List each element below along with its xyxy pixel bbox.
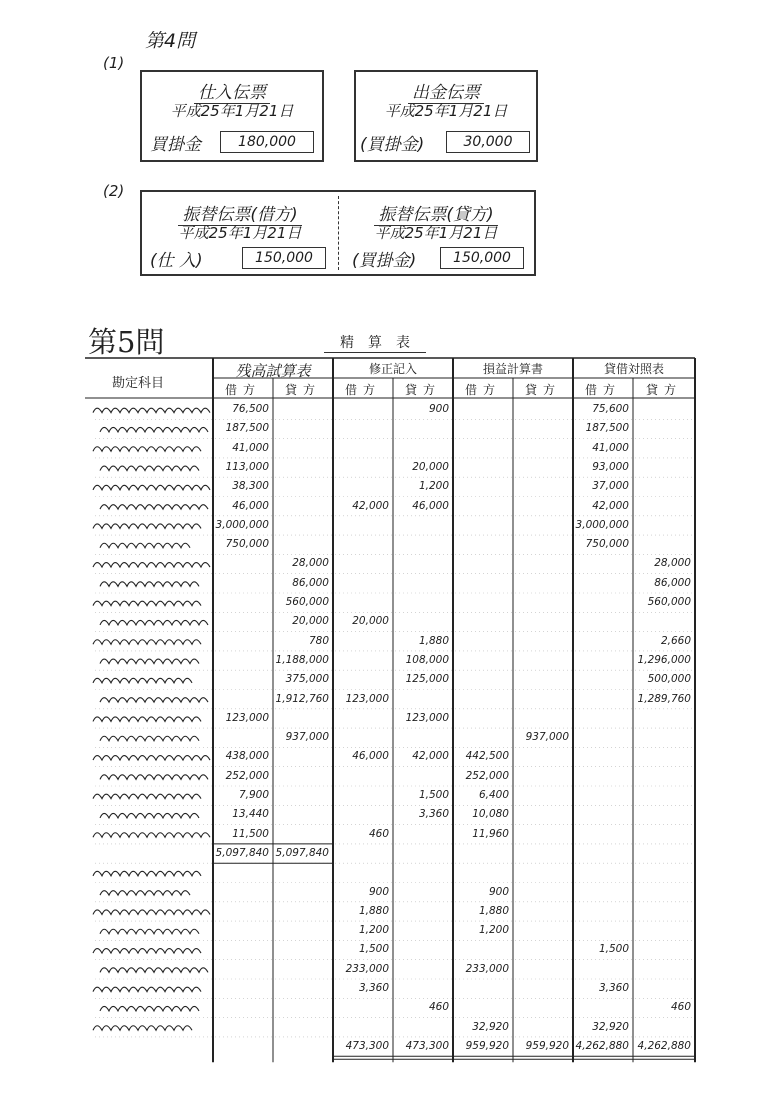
account-name-scribble bbox=[93, 447, 201, 452]
cell-value: 233,000 bbox=[345, 962, 389, 975]
debit-header: 借方 bbox=[344, 383, 381, 397]
slip-date: 平成25年1月21日 bbox=[374, 224, 498, 242]
cell-value: 32,920 bbox=[592, 1020, 629, 1033]
cell-value: 108,000 bbox=[405, 653, 449, 666]
cell-value: 233,000 bbox=[465, 962, 509, 975]
cell-value: 1,500 bbox=[358, 943, 389, 956]
cell-value: 42,000 bbox=[412, 750, 449, 763]
slip-amount: 150,000 bbox=[440, 247, 524, 269]
account-name-scribble bbox=[100, 543, 190, 548]
account-name-scribble bbox=[93, 524, 201, 529]
q5-title: 第5問 bbox=[88, 325, 165, 359]
account-name-scribble bbox=[100, 813, 199, 818]
cell-value: 20,000 bbox=[352, 615, 389, 628]
credit-header: 貸方 bbox=[645, 383, 682, 397]
cell-value: 1,296,000 bbox=[637, 653, 691, 666]
cell-value: 38,300 bbox=[232, 480, 269, 493]
account-name-scribble bbox=[93, 833, 210, 838]
group-header: 貸借対照表 bbox=[603, 362, 664, 376]
cell-value: 6,400 bbox=[478, 789, 509, 801]
cell-value: 1,188,000 bbox=[275, 653, 329, 666]
group-header: 残高試算表 bbox=[235, 362, 311, 380]
cell-value: 42,000 bbox=[352, 499, 389, 512]
sheet-title: 精 算 表 bbox=[324, 332, 426, 353]
cell-value: 3,000,000 bbox=[215, 518, 269, 531]
slip-date: 平成25年1月21日 bbox=[384, 102, 508, 120]
account-name-scribble bbox=[100, 466, 199, 471]
account-name-scribble bbox=[100, 929, 199, 934]
cell-value: 900 bbox=[368, 885, 389, 898]
cell-value: 959,920 bbox=[465, 1039, 509, 1052]
cell-value: 442,500 bbox=[465, 750, 509, 763]
debit-header: 借方 bbox=[464, 383, 501, 397]
credit-header: 貸方 bbox=[404, 383, 441, 397]
account-name-scribble bbox=[93, 717, 201, 722]
account-name-scribble bbox=[93, 987, 201, 992]
account-name-scribble bbox=[93, 910, 210, 915]
slip-amount: 30,000 bbox=[446, 131, 530, 153]
slip-account: 買掛金 bbox=[150, 135, 201, 155]
cell-value: 1,912,760 bbox=[275, 692, 329, 705]
cell-value: 4,262,880 bbox=[637, 1039, 691, 1052]
cell-value: 473,300 bbox=[345, 1039, 389, 1052]
account-name-scribble bbox=[100, 891, 190, 896]
cell-value: 460 bbox=[368, 827, 389, 840]
q4-part1-label: (1) bbox=[103, 54, 125, 72]
q4-part2-label: (2) bbox=[103, 182, 125, 200]
q4-title: 第4問 bbox=[145, 30, 196, 52]
account-name-scribble bbox=[93, 408, 210, 413]
cell-value: 37,000 bbox=[592, 480, 629, 493]
cell-value: 1,880 bbox=[478, 904, 509, 917]
cell-value: 20,000 bbox=[412, 460, 449, 473]
cell-value: 46,000 bbox=[352, 750, 389, 763]
account-name-scribble bbox=[93, 678, 192, 683]
cell-value: 500,000 bbox=[647, 673, 691, 686]
cell-value: 123,000 bbox=[405, 711, 449, 724]
cell-value: 46,000 bbox=[412, 499, 449, 512]
cell-value: 187,500 bbox=[225, 422, 269, 435]
slip-title: 出金伝票 bbox=[408, 83, 484, 104]
cell-value: 2,660 bbox=[660, 634, 691, 647]
account-name-scribble bbox=[100, 620, 208, 625]
cell-value: 1,500 bbox=[418, 789, 449, 801]
account-name-scribble bbox=[100, 698, 208, 703]
cell-value: 252,000 bbox=[225, 769, 269, 782]
cell-value: 125,000 bbox=[405, 673, 449, 686]
cell-value: 11,500 bbox=[232, 827, 269, 840]
group-header: 損益計算書 bbox=[482, 362, 543, 376]
cell-value: 1,880 bbox=[358, 904, 389, 917]
account-name-scribble bbox=[100, 1006, 199, 1011]
cell-value: 1,880 bbox=[418, 634, 449, 647]
slip-date: 平成25年1月21日 bbox=[178, 224, 302, 242]
account-name-scribble bbox=[93, 485, 210, 490]
account-name-scribble bbox=[93, 601, 201, 606]
cell-value: 28,000 bbox=[654, 557, 691, 570]
credit-header: 貸方 bbox=[284, 383, 321, 397]
account-name-scribble bbox=[100, 505, 208, 510]
cell-value: 460 bbox=[428, 1001, 449, 1014]
cell-value: 41,000 bbox=[592, 441, 629, 454]
cell-value: 10,080 bbox=[472, 808, 509, 821]
cell-value: 187,500 bbox=[585, 422, 629, 435]
cell-value: 20,000 bbox=[292, 615, 329, 628]
cell-value: 750,000 bbox=[585, 538, 629, 551]
cell-value: 42,000 bbox=[592, 499, 629, 512]
cell-value: 7,900 bbox=[238, 789, 269, 801]
cell-value: 1,289,760 bbox=[637, 692, 691, 705]
account-name-scribble bbox=[100, 968, 208, 973]
cell-value: 32,920 bbox=[472, 1020, 509, 1033]
group-header: 修正記入 bbox=[368, 362, 417, 376]
cell-value: 4,262,880 bbox=[575, 1039, 629, 1052]
cell-value: 438,000 bbox=[225, 750, 269, 763]
cell-value: 937,000 bbox=[285, 731, 329, 744]
cell-value: 93,000 bbox=[592, 460, 629, 473]
slip-account: (買掛金) bbox=[360, 135, 425, 155]
cell-value: 460 bbox=[670, 1001, 691, 1014]
cell-value: 46,000 bbox=[232, 499, 269, 512]
cell-value: 252,000 bbox=[465, 769, 509, 782]
account-name-scribble bbox=[100, 659, 199, 664]
account-name-scribble bbox=[93, 640, 201, 645]
slip-date: 平成25年1月21日 bbox=[170, 102, 294, 120]
cell-value: 28,000 bbox=[292, 557, 329, 570]
cell-value: 1,200 bbox=[418, 480, 449, 493]
cell-value: 76,500 bbox=[232, 403, 269, 415]
account-name-scribble bbox=[100, 582, 199, 587]
cell-value: 473,300 bbox=[405, 1039, 449, 1052]
credit-header: 貸方 bbox=[524, 383, 561, 397]
cell-value: 1,500 bbox=[598, 943, 629, 956]
account-name-scribble bbox=[93, 1026, 192, 1031]
cell-value: 375,000 bbox=[285, 673, 329, 686]
cell-value: 86,000 bbox=[654, 576, 691, 589]
cell-value: 937,000 bbox=[525, 731, 569, 744]
cell-value: 1,200 bbox=[478, 924, 509, 937]
account-name-scribble bbox=[100, 736, 199, 741]
account-name-scribble bbox=[100, 775, 208, 780]
account-name-scribble bbox=[93, 794, 201, 799]
debit-header: 借方 bbox=[584, 383, 621, 397]
cell-value: 5,097,840 bbox=[215, 846, 269, 859]
account-name-scribble bbox=[100, 427, 208, 432]
header-account: 勘定科目 bbox=[112, 376, 165, 391]
cell-value: 5,097,840 bbox=[275, 846, 329, 859]
debit-header: 借方 bbox=[224, 383, 261, 397]
cell-value: 41,000 bbox=[232, 441, 269, 454]
slip-amount: 180,000 bbox=[220, 131, 314, 153]
cell-value: 750,000 bbox=[225, 538, 269, 551]
cell-value: 3,360 bbox=[598, 982, 629, 994]
cell-value: 560,000 bbox=[647, 596, 691, 608]
cell-value: 123,000 bbox=[345, 692, 389, 705]
cell-value: 780 bbox=[308, 634, 329, 647]
cell-value: 13,440 bbox=[232, 808, 269, 821]
account-name-scribble bbox=[93, 756, 210, 761]
cell-value: 560,000 bbox=[285, 596, 329, 608]
cell-value: 75,600 bbox=[592, 403, 629, 415]
slip-account: (買掛金) bbox=[352, 251, 417, 271]
slip-account: (仕 入) bbox=[150, 251, 203, 271]
slip-title: 振替伝票(借方) bbox=[178, 205, 301, 226]
cell-value: 959,920 bbox=[525, 1039, 569, 1052]
cell-value: 113,000 bbox=[225, 460, 269, 473]
cell-value: 11,960 bbox=[472, 827, 509, 840]
cell-value: 86,000 bbox=[292, 576, 329, 589]
slip-title: 仕入伝票 bbox=[194, 83, 270, 104]
slip-title: 振替伝票(貸方) bbox=[374, 205, 497, 226]
cell-value: 3,000,000 bbox=[575, 518, 629, 531]
account-name-scribble bbox=[93, 563, 210, 568]
cell-value: 1,200 bbox=[358, 924, 389, 937]
account-name-scribble bbox=[93, 871, 201, 876]
cell-value: 900 bbox=[428, 403, 449, 415]
cell-value: 123,000 bbox=[225, 711, 269, 724]
cell-value: 900 bbox=[488, 885, 509, 898]
cell-value: 3,360 bbox=[418, 808, 449, 821]
cell-value: 3,360 bbox=[358, 982, 389, 994]
slip-amount: 150,000 bbox=[242, 247, 326, 269]
account-name-scribble bbox=[93, 949, 201, 954]
